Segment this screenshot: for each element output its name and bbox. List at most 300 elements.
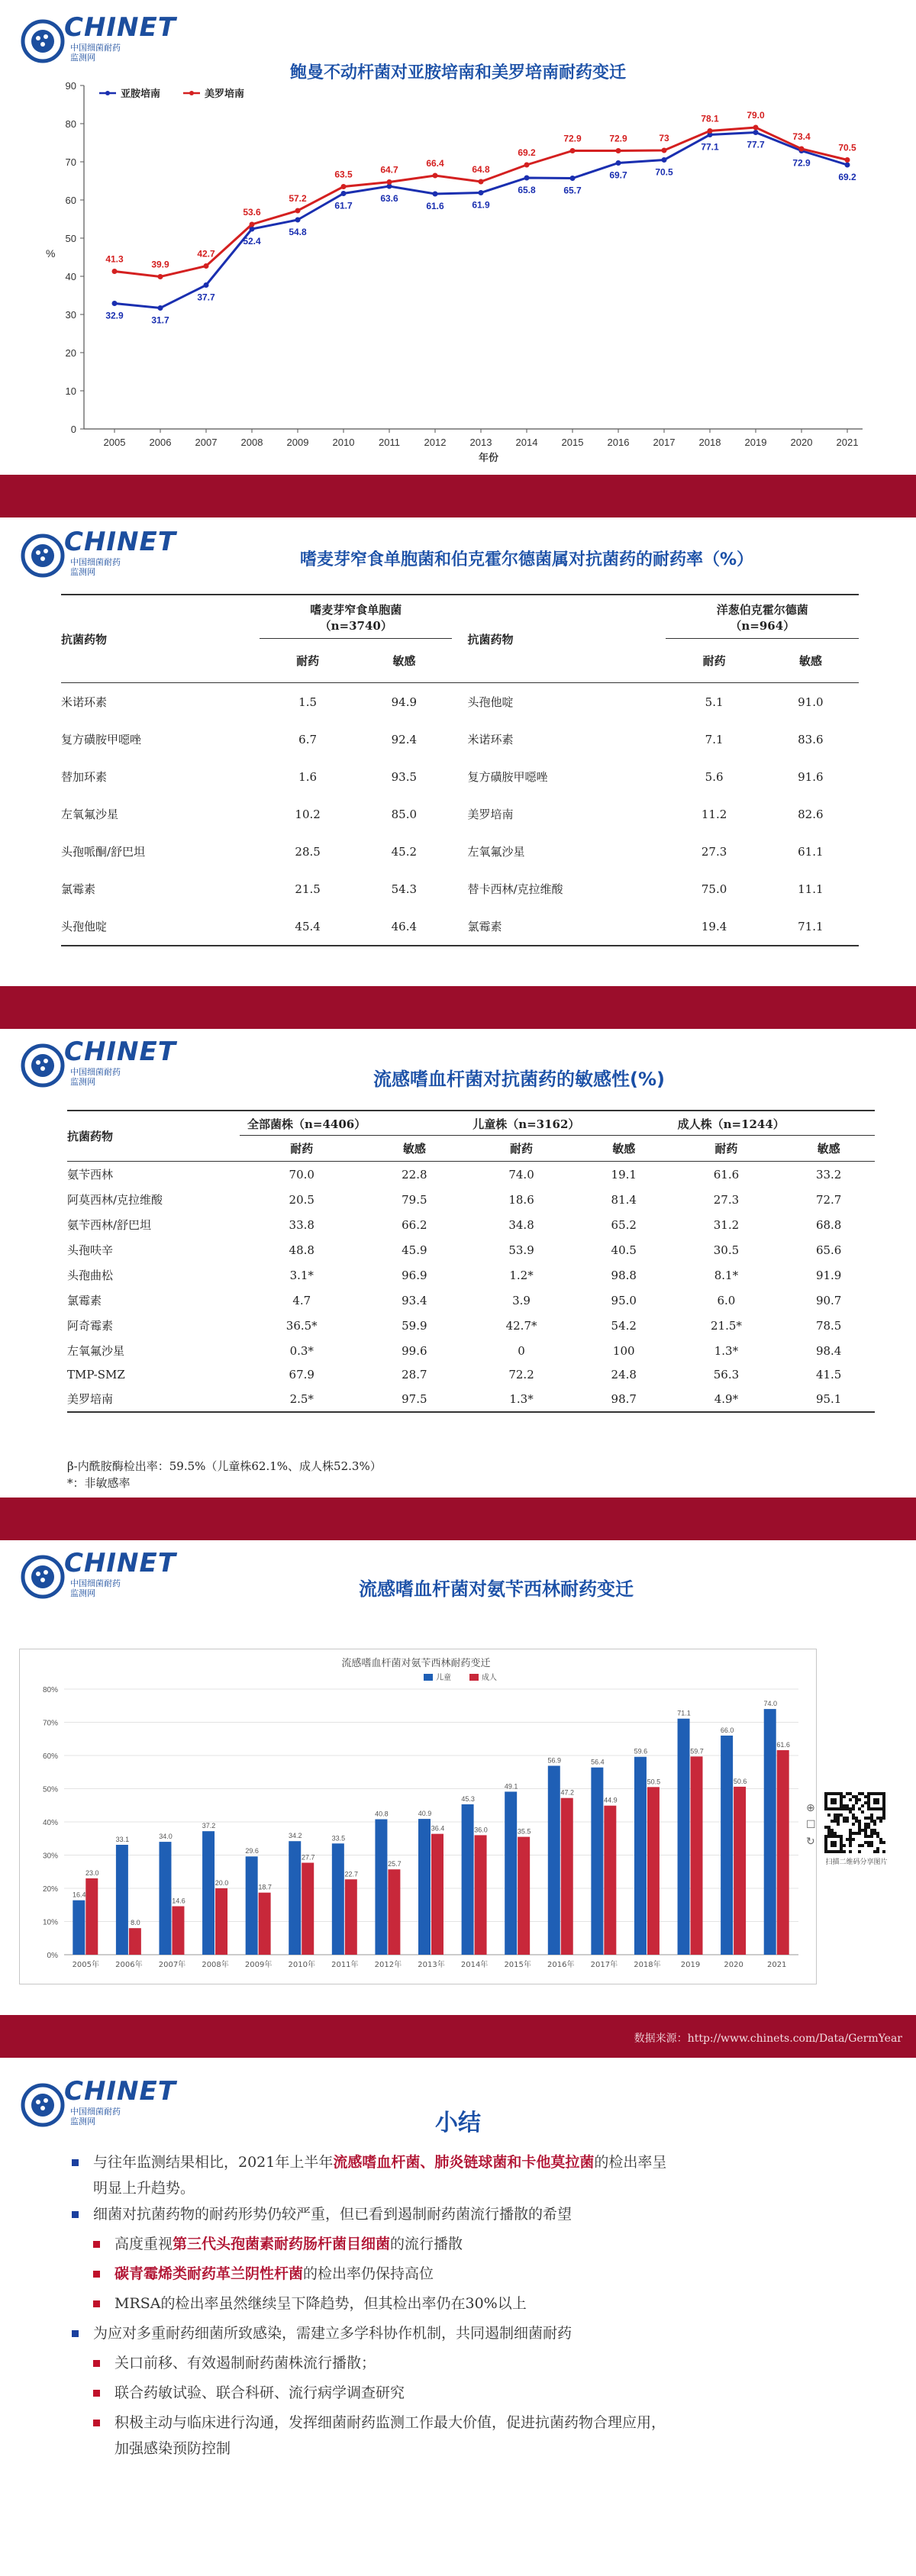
slide-title: 流感嗜血杆菌对抗菌药的敏感性(%) — [373, 1069, 665, 1090]
slide-title: 嗜麦芽窄食单胞菌和伯克霍尔德菌属对抗菌药的耐药率（%） — [299, 550, 754, 569]
legend-marker — [189, 91, 194, 95]
x-tick-label: 2021 — [766, 1961, 787, 1969]
qr-code-icon — [824, 1792, 885, 1853]
table-cell: 1.5 — [298, 695, 318, 709]
data-label: 74.0 — [763, 1700, 777, 1708]
summary-text: 的检出率呈 — [594, 2154, 667, 2171]
qr-caption: 扫描二维码分享图片 — [825, 1859, 888, 1866]
summary-text: MRSA的检出率虽然继续呈下降趋势，但其检出率仍在30%以上 — [114, 2295, 527, 2312]
data-label: 59.7 — [690, 1747, 704, 1755]
summary-text: 联合药敏试验、联合科研、流行病学调查研究 — [114, 2384, 405, 2401]
summary-text: 明显上升趋势。 — [93, 2180, 195, 2197]
bullet-icon — [93, 2360, 100, 2367]
data-label: 22.7 — [344, 1870, 359, 1878]
data-point — [387, 179, 392, 185]
data-label: 32.9 — [105, 310, 124, 321]
x-tick-label: 2012年 — [374, 1961, 402, 1969]
data-label: 64.7 — [380, 164, 398, 176]
table-cell: 11.2 — [701, 807, 727, 821]
data-point — [158, 305, 163, 311]
slide-title: 鲍曼不动杆菌对亚胺培南和美罗培南耐药变迁 — [289, 63, 626, 82]
data-point — [250, 222, 255, 227]
table-cell: 45.2 — [391, 844, 418, 859]
data-label: 61.6 — [426, 201, 444, 211]
x-tick-label: 2005年 — [72, 1961, 100, 1969]
group-adult-header: 成人株（n=1244） — [670, 1111, 875, 1136]
col-res: 耐药 — [702, 654, 726, 668]
data-label: 61.9 — [472, 199, 490, 211]
data-label: 50.6 — [733, 1777, 747, 1785]
slide-haemophilus-susceptibility — [0, 1029, 916, 1498]
table-cell: 95.1 — [815, 1391, 842, 1406]
table-cell: 92.4 — [391, 732, 418, 746]
data-point — [204, 282, 209, 288]
col-sens: 敏感 — [392, 654, 416, 668]
chart-title: 流感嗜血杆菌对氨苄西林耐药变迁 — [341, 1658, 491, 1669]
y-tick-label: 30% — [42, 1852, 58, 1861]
table-cell: 93.5 — [391, 769, 418, 784]
table-cell: 81.4 — [611, 1192, 637, 1207]
data-label: 20.0 — [214, 1879, 229, 1887]
brand-name: CHINET — [64, 12, 176, 43]
slide-stenotrophomonas-table — [0, 517, 916, 988]
bar — [302, 1863, 314, 1955]
data-label: 14.6 — [172, 1897, 185, 1905]
x-tick-label: 2014年 — [460, 1961, 489, 1969]
table-cell: 11.1 — [798, 882, 824, 896]
table-cell: 82.6 — [798, 807, 824, 821]
table-cell: 95.0 — [611, 1293, 637, 1307]
brand-subtitle: 中国细菌耐药 监测网 — [70, 43, 121, 63]
brand-name: CHINET — [64, 1037, 176, 1067]
slide-summary — [0, 2058, 916, 2576]
legend-swatch — [424, 1674, 433, 1681]
data-label: 65.7 — [563, 185, 582, 196]
x-tick-label: 2013 — [469, 437, 492, 448]
summary-item — [93, 2320, 870, 2346]
summary-item — [114, 2410, 870, 2462]
table-cell: 42.7* — [505, 1318, 537, 1333]
table-cell: 74.0 — [508, 1167, 534, 1182]
table-cell: 78.5 — [815, 1318, 842, 1333]
x-tick-label: 2016 — [607, 437, 630, 448]
table-cell: 左氧氟沙星 — [467, 845, 525, 859]
globe-icon — [20, 530, 69, 579]
col-antibiotic-header: 抗菌药物 — [67, 1130, 114, 1143]
antibiotic-name: 头孢曲松 — [67, 1269, 114, 1282]
table-cell: 61.6 — [713, 1167, 740, 1182]
beta-lactamase-note: β-内酰胺酶检出率：59.5%（儿童株62.1%、成人株52.3%） — [67, 1459, 382, 1473]
table-cell: 98.8 — [611, 1268, 637, 1282]
group-header-right: 洋葱伯克霍尔德菌 （n=964） — [666, 595, 859, 639]
brand-name: CHINET — [64, 527, 176, 557]
bar — [418, 1819, 431, 1955]
data-label: 56.4 — [591, 1758, 605, 1766]
summary-text: 高度重视 — [114, 2236, 173, 2252]
summary-text: 流感嗜血杆菌、肺炎链球菌和卡他莫拉菌 — [333, 2154, 595, 2171]
table-cell: 46.4 — [391, 919, 418, 933]
summary-text: 积极主动与临床进行沟通，发挥细菌耐药监测工作最大价值，促进抗菌药物合理应用， — [114, 2414, 666, 2431]
data-label: 37.2 — [202, 1822, 216, 1830]
summary-text: 加强感染预防控制 — [114, 2440, 231, 2457]
group-all-header: 全部菌株（n=4406） — [240, 1111, 465, 1136]
legend-swatch — [469, 1674, 479, 1681]
table-cell: 98.4 — [815, 1343, 842, 1358]
data-point — [616, 160, 621, 166]
col-res: 耐药 — [296, 654, 320, 668]
bullet-icon — [93, 2271, 100, 2278]
x-axis-label: 年份 — [478, 452, 499, 463]
table-row — [67, 1313, 875, 1338]
data-label: 50.5 — [647, 1778, 661, 1786]
bar — [647, 1787, 660, 1955]
table-cell: 72.2 — [508, 1368, 534, 1381]
data-source[interactable]: 数据来源：http://www.chinets.com/Data/GermYear — [634, 2033, 902, 2045]
table-cell: 36.5* — [285, 1318, 318, 1333]
x-tick-label: 2007 — [195, 437, 218, 448]
data-point — [433, 173, 438, 179]
table-cell: 1.6 — [298, 769, 318, 784]
table-cell: 53.9 — [508, 1243, 534, 1257]
data-label: 69.2 — [518, 147, 536, 158]
brand-name: CHINET — [64, 1548, 176, 1578]
footer-bar — [0, 2015, 916, 2058]
summary-item — [114, 2380, 870, 2406]
x-tick-label: 2019 — [744, 437, 767, 448]
summary-text: 与往年监测结果相比，2021年上半年 — [93, 2154, 334, 2171]
data-point — [341, 191, 347, 196]
summary-text: 为应对多重耐药细菌所致感染，需建立多学科协作机制，共同遏制细菌耐药 — [93, 2325, 572, 2342]
data-point — [753, 130, 759, 135]
table-cell: 20.5 — [289, 1192, 314, 1207]
bar — [678, 1719, 690, 1955]
summary-item — [93, 2201, 870, 2227]
globe-icon — [20, 1040, 69, 1088]
x-tick-label: 2008年 — [202, 1961, 229, 1969]
data-label: 44.9 — [604, 1796, 618, 1804]
legend-label: 成人 — [482, 1674, 497, 1682]
table-cell: 54.2 — [611, 1318, 637, 1333]
bar-chart-frame — [19, 1649, 817, 1984]
table-cell: 30.5 — [713, 1243, 740, 1257]
x-tick-label: 2010 — [332, 437, 355, 448]
y-axis-label: % — [46, 247, 56, 260]
line-chart — [0, 61, 916, 473]
table-row — [61, 833, 859, 870]
table-cell: 79.5 — [402, 1192, 427, 1207]
resistance-table — [61, 594, 859, 946]
table-cell: 40.5 — [611, 1243, 637, 1257]
bullet-icon — [72, 2211, 79, 2218]
data-label: 63.6 — [380, 193, 398, 204]
bar — [85, 1878, 98, 1955]
data-point — [753, 125, 759, 131]
x-tick-label: 2011 — [379, 437, 400, 448]
y-tick-label: 20% — [42, 1885, 58, 1894]
summary-item — [114, 2350, 870, 2376]
data-point — [799, 147, 805, 152]
table-cell: 56.3 — [713, 1368, 740, 1381]
bar — [129, 1928, 141, 1955]
summary-text: 碳青霉烯类耐药革兰阴性杆菌 — [114, 2265, 304, 2282]
slide-ampicillin-trend — [0, 1540, 916, 2015]
y-tick-label: 80% — [42, 1686, 58, 1694]
table-cell: 19.1 — [611, 1167, 637, 1182]
bullet-icon — [93, 2420, 100, 2426]
susceptibility-table — [67, 1110, 875, 1413]
table-cell: 氯霉素 — [467, 920, 502, 933]
data-label: 23.0 — [85, 1868, 99, 1877]
data-point — [524, 176, 530, 181]
bar — [764, 1709, 776, 1955]
data-point — [341, 184, 347, 189]
bar — [431, 1834, 443, 1955]
share-icon[interactable]: ⊕ ☐ ↻ — [806, 1802, 816, 1848]
table-cell: 98.7 — [611, 1391, 637, 1406]
x-tick-label: 2015 — [561, 437, 584, 448]
slide-title: 流感嗜血杆菌对氨苄西林耐药变迁 — [359, 1578, 634, 1600]
bar — [721, 1736, 733, 1955]
table-cell: 67.9 — [289, 1368, 314, 1381]
table-cell: 70.0 — [289, 1167, 314, 1182]
x-tick-label: 2009年 — [244, 1961, 273, 1969]
x-tick-label: 2013年 — [418, 1961, 445, 1969]
table-cell: 21.5* — [710, 1318, 742, 1333]
table-row — [61, 908, 859, 946]
y-tick-label: 70 — [65, 156, 76, 168]
data-label: 34.0 — [159, 1833, 173, 1841]
data-point — [479, 179, 484, 185]
data-point — [158, 274, 163, 279]
data-label: 66.4 — [426, 158, 444, 169]
antibiotic-name: TMP-SMZ — [67, 1368, 125, 1381]
data-label: 29.6 — [245, 1847, 259, 1855]
bullet-icon — [72, 2159, 79, 2166]
data-label: 59.6 — [634, 1747, 648, 1755]
data-point — [433, 192, 438, 197]
table-cell: 0 — [518, 1343, 525, 1358]
table-cell: 66.2 — [402, 1217, 427, 1232]
y-tick-label: 30 — [65, 309, 76, 321]
chinet-logo — [20, 11, 176, 64]
brand-subtitle: 中国细菌耐药 监测网 — [70, 1578, 121, 1598]
bullet-icon — [93, 2300, 100, 2307]
y-tick-label: 90 — [65, 80, 76, 92]
bar — [116, 1845, 128, 1955]
table-cell: 83.6 — [798, 732, 824, 746]
data-point — [662, 157, 667, 163]
data-point — [112, 269, 118, 274]
summary-text: 的流行播散 — [390, 2236, 463, 2252]
column-header: 敏感 — [612, 1142, 636, 1156]
x-tick-label: 2018年 — [634, 1961, 661, 1969]
table-cell: 8.1* — [714, 1268, 739, 1282]
y-tick-label: 50 — [65, 233, 76, 244]
table-cell: 91.6 — [798, 769, 824, 784]
bar — [375, 1820, 387, 1955]
bar — [777, 1750, 789, 1955]
y-tick-label: 50% — [42, 1785, 58, 1794]
table-row — [61, 795, 859, 833]
qr-code[interactable] — [824, 1792, 885, 1853]
data-label: 39.9 — [151, 259, 169, 270]
x-tick-label: 2014 — [515, 437, 538, 448]
table-cell: 18.6 — [508, 1192, 534, 1207]
data-label: 70.5 — [655, 166, 673, 178]
data-label: 34.2 — [288, 1832, 302, 1840]
data-label: 64.8 — [472, 164, 490, 175]
table-cell: 85.0 — [391, 807, 418, 821]
globe-icon — [20, 1551, 69, 1600]
table-cell: 米诺环素 — [467, 733, 514, 746]
brand-subtitle: 中国细菌耐药 监测网 — [70, 557, 121, 577]
y-tick-label: 10 — [65, 385, 76, 397]
summary-text: 关口前移、有效遏制耐药菌株流行播散； — [114, 2355, 376, 2371]
data-point — [662, 148, 667, 153]
brand-name: CHINET — [64, 2076, 176, 2107]
bullet-icon — [72, 2330, 79, 2337]
series-line-0 — [114, 133, 847, 308]
data-point — [570, 148, 576, 153]
table-cell: 61.1 — [798, 844, 824, 859]
antibiotic-name: 阿莫西林/克拉维酸 — [67, 1193, 163, 1207]
table-cell: 复方磺胺甲噁唑 — [467, 770, 548, 784]
data-label: 33.1 — [115, 1836, 130, 1844]
table-cell: 1.3* — [509, 1391, 534, 1406]
bar — [215, 1888, 227, 1955]
table-row — [67, 1212, 875, 1237]
nonsusceptible-note: *：非敏感率 — [67, 1476, 131, 1490]
chinet-logo — [20, 1035, 176, 1088]
y-tick-label: 80 — [65, 118, 76, 130]
data-label: 73 — [659, 133, 669, 143]
bar — [202, 1831, 214, 1955]
bullet-icon — [93, 2390, 100, 2397]
x-tick-label: 2007年 — [158, 1961, 186, 1969]
data-label: 65.8 — [518, 185, 536, 195]
y-tick-label: 10% — [42, 1918, 58, 1927]
table-cell: 头孢他啶 — [61, 920, 108, 933]
legend-label: 美罗培南 — [205, 89, 245, 100]
table-cell: 6.7 — [298, 732, 318, 746]
summary-text: 细菌对抗菌药物的耐药形势仍较严重，但已看到遏制耐药菌流行播散的希望 — [93, 2206, 572, 2223]
table-cell: 0.3* — [289, 1343, 314, 1358]
table-cell: 6.0 — [717, 1293, 736, 1307]
data-point — [616, 148, 621, 153]
data-label: 53.6 — [243, 207, 261, 218]
table-cell: 10.2 — [295, 807, 321, 821]
table-cell: 96.9 — [402, 1268, 427, 1282]
data-label: 63.5 — [334, 169, 353, 180]
bar — [518, 1837, 530, 1955]
data-label: 77.1 — [701, 141, 719, 153]
antibiotic-name: 氨苄西林 — [67, 1168, 114, 1182]
antibiotic-name: 氯霉素 — [67, 1294, 102, 1307]
x-tick-label: 2006年 — [115, 1961, 143, 1969]
x-tick-label: 2017年 — [590, 1961, 618, 1969]
data-point — [204, 263, 209, 269]
column-header: 耐药 — [290, 1142, 314, 1156]
table-cell: 75.0 — [701, 882, 727, 896]
bar — [604, 1806, 616, 1955]
table-cell: 94.9 — [391, 695, 418, 709]
table-cell: 45.4 — [295, 919, 321, 933]
data-label: 40.9 — [418, 1810, 432, 1818]
data-label: 25.7 — [388, 1860, 402, 1868]
y-tick-label: 60% — [42, 1752, 58, 1761]
data-label: 72.9 — [609, 133, 627, 144]
brand-subtitle: 中国细菌耐药 监测网 — [70, 1067, 121, 1087]
y-tick-label: 40 — [65, 271, 76, 282]
y-tick-label: 70% — [42, 1719, 58, 1728]
chinet-logo — [20, 525, 176, 579]
bar — [172, 1906, 184, 1955]
table-cell: 99.6 — [402, 1343, 427, 1358]
summary-text: 的检出率仍保持高位 — [303, 2265, 434, 2282]
globe-icon — [20, 15, 69, 64]
data-point — [112, 301, 118, 306]
table-cell: 65.6 — [815, 1243, 842, 1257]
data-label: 36.4 — [431, 1824, 445, 1833]
table-cell: 31.2 — [713, 1217, 740, 1232]
table-row — [67, 1386, 875, 1412]
table-cell: 71.1 — [798, 919, 824, 933]
table-cell: 氯霉素 — [61, 882, 96, 896]
table-cell: 27.3 — [713, 1192, 740, 1207]
table-cell: 90.7 — [815, 1293, 842, 1307]
data-label: 69.7 — [609, 169, 627, 181]
bar — [345, 1879, 357, 1955]
data-label: 45.3 — [461, 1794, 475, 1803]
x-tick-label: 2008 — [240, 437, 263, 448]
table-cell: 头孢他啶 — [467, 695, 514, 709]
group-header-left: 嗜麦芽窄食单胞菌 （n=3740） — [260, 595, 452, 639]
summary-item — [114, 2261, 870, 2287]
col-antibiotic-header: 抗菌药物 — [61, 632, 108, 646]
data-point — [479, 190, 484, 195]
x-tick-label: 2020 — [790, 437, 813, 448]
data-label: 40.8 — [375, 1810, 389, 1818]
bar — [475, 1835, 487, 1955]
table-cell: 19.4 — [701, 919, 727, 933]
bar — [73, 1901, 85, 1955]
data-point — [570, 176, 576, 181]
data-point — [845, 163, 850, 168]
data-point — [524, 163, 530, 168]
bar — [634, 1757, 647, 1955]
column-header: 敏感 — [402, 1142, 426, 1156]
data-label: 72.9 — [792, 157, 811, 169]
data-label: 31.7 — [151, 314, 169, 326]
data-label: 47.2 — [560, 1788, 575, 1797]
column-header: 敏感 — [817, 1142, 840, 1156]
table-row — [67, 1237, 875, 1262]
table-cell: 4.7 — [292, 1293, 311, 1307]
table-cell: 28.5 — [295, 844, 321, 859]
table-row — [61, 870, 859, 908]
data-label: 70.5 — [838, 142, 856, 153]
bar — [246, 1856, 258, 1955]
table-cell: 33.2 — [815, 1167, 842, 1182]
table-row — [67, 1338, 875, 1363]
table-cell: 68.8 — [815, 1217, 842, 1232]
antibiotic-name: 阿奇霉素 — [67, 1319, 114, 1333]
table-cell: 左氧氟沙星 — [61, 808, 119, 821]
divider-bar — [0, 986, 916, 1029]
y-tick-label: 40% — [42, 1819, 58, 1827]
table-row — [61, 683, 859, 721]
data-point — [295, 208, 301, 214]
